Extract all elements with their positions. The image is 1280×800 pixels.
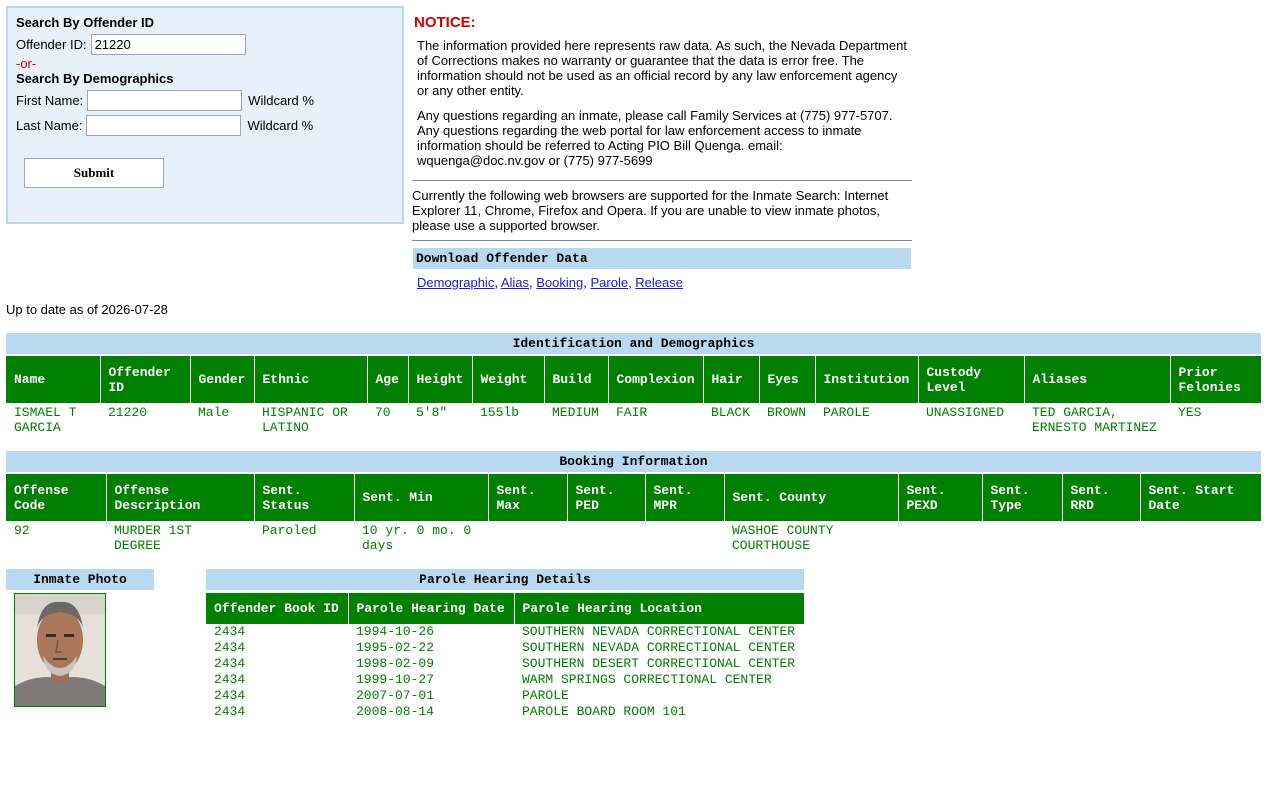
column-header: Sent. Min bbox=[354, 474, 488, 521]
column-header: Hair bbox=[703, 356, 759, 403]
demographics-section-title: Identification and Demographics bbox=[6, 333, 1261, 354]
table-cell: FAIR bbox=[616, 405, 648, 420]
column-header: Sent. PEXD bbox=[898, 474, 982, 521]
divider bbox=[412, 240, 912, 241]
table-row bbox=[6, 521, 1261, 555]
table-row bbox=[6, 403, 1261, 437]
download-booking-link[interactable]: Booking bbox=[536, 275, 584, 290]
table-row bbox=[206, 688, 804, 704]
column-header: Age bbox=[367, 356, 408, 403]
column-header: Sent. RRD bbox=[1062, 474, 1140, 521]
or-separator: -or- bbox=[16, 56, 37, 71]
download-release-link[interactable]: Release bbox=[635, 275, 683, 290]
table-cell: PAROLE bbox=[823, 405, 870, 420]
download-links: Demographic, Alias, Booking, Parole, Release bbox=[417, 275, 683, 290]
inmate-photo-image bbox=[15, 594, 105, 706]
column-header: Parole Hearing Location bbox=[514, 593, 804, 624]
notice-title: NOTICE: bbox=[414, 14, 476, 31]
inmate-photo-title: Inmate Photo bbox=[6, 569, 154, 590]
column-header: Offense Code bbox=[6, 474, 106, 521]
column-header: Sent. PED bbox=[567, 474, 645, 521]
table-cell: 2434 bbox=[214, 704, 246, 719]
table-cell: 2434 bbox=[214, 624, 246, 639]
search-panel bbox=[6, 6, 404, 224]
table-cell: SOUTHERN DESERT CORRECTIONAL CENTER bbox=[522, 656, 796, 671]
column-header: Sent. County bbox=[724, 474, 898, 521]
last-name-label: Last Name: bbox=[16, 118, 83, 133]
table-cell bbox=[488, 521, 567, 555]
submit-button[interactable]: Submit bbox=[24, 158, 164, 188]
table-cell: ISMAEL T GARCIA bbox=[14, 405, 77, 435]
divider bbox=[412, 180, 912, 181]
table-cell: 2434 bbox=[214, 656, 246, 671]
column-header: Offense Description bbox=[106, 474, 254, 521]
table-cell: 10 yr. 0 mo. 0 days bbox=[362, 523, 472, 553]
column-header: Eyes bbox=[759, 356, 815, 403]
table-cell: WARM SPRINGS CORRECTIONAL CENTER bbox=[522, 672, 772, 687]
table-cell: 92 bbox=[14, 523, 30, 538]
notice-disclaimer: The information provided here represents raw data. As such, the Nevada Department of Corrections makes no warranty or guarantee that the data is error free. The information should not be used as an official record by any law enforcement agency or any other entity. bbox=[417, 38, 907, 98]
table-cell: 2434 bbox=[214, 688, 246, 703]
table-cell: TED GARCIA, ERNESTO MARTINEZ bbox=[1032, 405, 1157, 435]
table-cell: Male bbox=[198, 405, 230, 420]
first-name-label: First Name: bbox=[16, 93, 84, 108]
table-cell: HISPANIC OR LATINO bbox=[262, 405, 348, 435]
column-header: Sent. MPR bbox=[645, 474, 724, 521]
table-cell: WASHOE COUNTY COURTHOUSE bbox=[732, 523, 834, 553]
inmate-photo bbox=[14, 593, 106, 707]
table-row bbox=[206, 656, 804, 672]
table-row bbox=[206, 640, 804, 656]
column-header: Aliases bbox=[1024, 356, 1170, 403]
offender-id-label: Offender ID: bbox=[16, 37, 87, 52]
column-header: Complexion bbox=[608, 356, 703, 403]
table-cell: 5'8" bbox=[416, 405, 448, 420]
column-header: Sent. Max bbox=[488, 474, 567, 521]
first-name-input[interactable] bbox=[87, 90, 242, 111]
column-header: Height bbox=[408, 356, 472, 403]
table-cell bbox=[1140, 521, 1261, 555]
download-alias-link[interactable]: Alias bbox=[500, 275, 530, 290]
notice-contact: Any questions regarding an inmate, please call Family Services at (775) 977-5707. Any questions regarding the web portal for law enforcement access to inmate information should be referred to Acting PIO Bill Quenga. email: wquenga@doc.nv.gov or (775) 977-5699 bbox=[417, 108, 893, 168]
table-cell: 70 bbox=[375, 405, 391, 420]
table-row bbox=[206, 624, 804, 640]
table-cell bbox=[567, 521, 645, 555]
table-cell: 2008-08-14 bbox=[356, 704, 435, 719]
table-row bbox=[206, 704, 804, 720]
column-header: Prior Felonies bbox=[1170, 356, 1261, 403]
supported-browsers-note: Currently the following web browsers are supported for the Inmate Search: Internet Explorer 11, Chrome, Firefox and Opera. If you are unable to view inmate photos, please use a supported browser. bbox=[412, 188, 889, 233]
column-header: Ethnic bbox=[254, 356, 367, 403]
last-name-wildcard-hint: Wildcard % bbox=[247, 118, 314, 133]
last-updated-text: Up to date as of 2026-07-28 bbox=[6, 302, 168, 317]
download-demographic-link[interactable]: Demographic bbox=[417, 275, 495, 290]
table-cell: 1998-02-09 bbox=[356, 656, 435, 671]
table-cell: 1999-10-27 bbox=[356, 672, 435, 687]
table-cell bbox=[1062, 521, 1140, 555]
table-cell: MURDER 1ST DEGREE bbox=[114, 523, 193, 553]
table-cell: SOUTHERN NEVADA CORRECTIONAL CENTER bbox=[522, 624, 796, 639]
table-cell: PAROLE BOARD ROOM 101 bbox=[522, 704, 686, 719]
column-header: Sent. Type bbox=[982, 474, 1062, 521]
table-cell: Paroled bbox=[262, 523, 317, 538]
demographics-table bbox=[6, 356, 1261, 437]
column-header: Name bbox=[6, 356, 100, 403]
column-header: Sent. Status bbox=[254, 474, 354, 521]
booking-section-title: Booking Information bbox=[6, 451, 1261, 472]
column-header: Sent. Start Date bbox=[1140, 474, 1261, 521]
column-header: Build bbox=[544, 356, 608, 403]
table-cell: YES bbox=[1178, 405, 1202, 420]
download-data-header: Download Offender Data bbox=[413, 248, 911, 269]
table-cell: BLACK bbox=[711, 405, 751, 420]
column-header: Offender ID bbox=[100, 356, 190, 403]
column-header: Gender bbox=[190, 356, 254, 403]
table-cell bbox=[898, 521, 982, 555]
booking-table bbox=[6, 474, 1261, 555]
table-row bbox=[206, 672, 804, 688]
column-header: Institution bbox=[815, 356, 918, 403]
column-header: Weight bbox=[472, 356, 544, 403]
last-name-input[interactable] bbox=[86, 115, 241, 136]
table-cell: 2434 bbox=[214, 672, 246, 687]
table-cell bbox=[645, 521, 724, 555]
table-cell bbox=[982, 521, 1062, 555]
table-cell: BROWN bbox=[767, 405, 807, 420]
table-cell: 155lb bbox=[480, 405, 520, 420]
table-cell: PAROLE bbox=[522, 688, 569, 703]
offender-id-input[interactable] bbox=[91, 34, 246, 55]
table-cell: 2434 bbox=[214, 640, 246, 655]
download-parole-link[interactable]: Parole bbox=[590, 275, 629, 290]
parole-hearing-table bbox=[206, 593, 804, 720]
table-cell: 21220 bbox=[108, 405, 148, 420]
table-cell: 2007-07-01 bbox=[356, 688, 435, 703]
column-header: Offender Book ID bbox=[206, 593, 348, 624]
search-by-demographics-heading: Search By Demographics bbox=[16, 71, 174, 86]
column-header: Custody Level bbox=[918, 356, 1024, 403]
column-header: Parole Hearing Date bbox=[348, 593, 514, 624]
table-cell: 1995-02-22 bbox=[356, 640, 435, 655]
table-cell: 1994-10-26 bbox=[356, 624, 435, 639]
parole-hearing-section-title: Parole Hearing Details bbox=[206, 569, 804, 590]
table-cell: SOUTHERN NEVADA CORRECTIONAL CENTER bbox=[522, 640, 796, 655]
first-name-wildcard-hint: Wildcard % bbox=[248, 93, 314, 108]
table-cell: MEDIUM bbox=[552, 405, 599, 420]
table-cell: UNASSIGNED bbox=[926, 405, 1005, 420]
search-by-id-heading: Search By Offender ID bbox=[16, 15, 154, 30]
